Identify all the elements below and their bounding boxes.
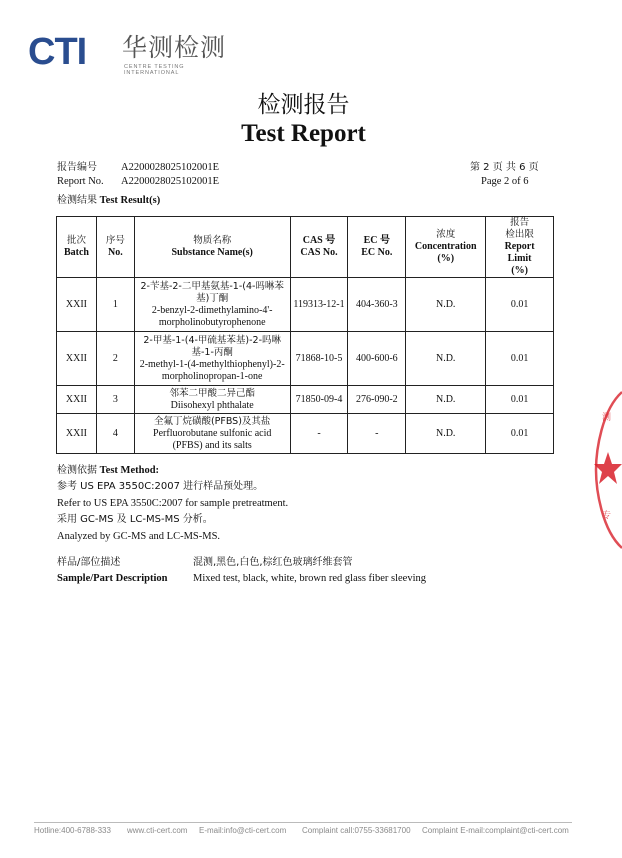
header-concentration: 浓度 Concentration (%) [406,217,486,278]
method-label-cn: 检测依据 [57,465,97,476]
cell-no: 4 [96,414,134,454]
footer-email: E-mail:info@cti-cert.com [199,826,287,835]
svg-text:专: 专 [602,511,612,521]
logo-cn-text: 华测检测 [122,33,227,62]
cell-limit: 0.01 [486,332,554,386]
table-row [57,332,554,386]
page-number-cn: 第 2 页 共 6 页 [470,162,539,173]
logo-mark: CTI [28,31,87,73]
cell-no: 2 [96,332,134,386]
cell-batch: XXII [57,414,97,454]
cell-concentration: N.D. [406,332,486,386]
result-label [57,194,160,208]
cell-cas: 119313-12-1 [290,278,348,332]
footer-hotline: Hotline:400-6788-333 [34,826,111,835]
report-no-value-en: A2200028025102001E [121,176,219,187]
footer-divider [34,822,572,823]
result-label-en: Test Result(s) [99,195,161,206]
table-row [57,386,554,414]
cell-ec: 276-090-2 [348,386,406,414]
cell-cas: - [290,414,348,454]
header-no: 序号 No. [96,217,134,278]
table-row [57,414,554,454]
svg-text:测: 测 [602,413,612,423]
cell-substance: 邻苯二甲酸二异己酯 Diisohexyl phthalate [134,386,290,414]
sample-value-cn: 混测,黑色,白色,棕红色玻璃纤维套管 [193,557,353,568]
cell-substance: 2-甲基-1-(4-甲硫基苯基)-2-吗啉基-1-丙酮 2-methyl-1-(4-methylthiophenyl)-2- morpholinopropan-1-one [134,332,290,386]
table-row [57,278,554,332]
sample-value-en: Mixed test, black, white, brown red glass fiber sleeving [193,573,426,584]
cell-concentration: N.D. [406,278,486,332]
cell-limit: 0.01 [486,414,554,454]
page-number-en: Page 2 of 6 [481,176,529,187]
cell-batch: XXII [57,386,97,414]
method-line-3: 采用 GC-MS 及 LC-MS-MS 分析。 [57,514,213,525]
cell-substance: 全氟丁烷磺酸(PFBS)及其盐 Perfluorobutane sulfonic acid (PFBS) and its salts [134,414,290,454]
report-no-value-cn: A2200028025102001E [121,162,219,173]
footer-website: www.cti-cert.com [127,826,188,835]
cell-limit: 0.01 [486,386,554,414]
logo-en-text: CENTRE TESTING INTERNATIONAL [124,64,185,76]
method-label-en: Test Method: [99,465,160,476]
report-no-label-en: Report No. [57,176,104,187]
footer-complaint-email: Complaint E-mail:complaint@cti-cert.com [422,826,569,835]
method-label [57,464,159,478]
method-line-2: Refer to US EPA 3550C:2007 for sample pretreatment. [57,498,289,509]
cell-no: 1 [96,278,134,332]
cell-concentration: N.D. [406,414,486,454]
sample-label-cn: 样品/部位描述 [57,557,121,568]
cell-batch: XXII [57,332,97,386]
page-title-en: Test Report [241,120,366,147]
results-table [56,216,554,454]
header-batch: 批次 Batch [57,217,97,278]
page-title-cn: 检测报告 [257,92,350,118]
footer-complaint-call: Complaint call:0755-33681700 [302,826,411,835]
company-logo [28,30,228,78]
cell-batch: XXII [57,278,97,332]
header-ec: EC 号 EC No. [348,217,406,278]
result-label-cn: 检测结果 [57,195,97,206]
sample-label-en: Sample/Part Description [57,573,168,584]
cell-cas: 71850-09-4 [290,386,348,414]
cell-ec: 404-360-3 [348,278,406,332]
method-line-1: 参考 US EPA 3550C:2007 进行样品预处理。 [57,481,264,492]
seal-stamp [592,390,622,550]
cell-ec: 400-600-6 [348,332,406,386]
report-no-label-cn: 报告编号 [57,162,97,173]
header-cas: CAS 号 CAS No. [290,217,348,278]
cell-no: 3 [96,386,134,414]
header-substance: 物质名称 Substance Name(s) [134,217,290,278]
cell-substance: 2-苄基-2-二甲基氨基-1-(4-吗啉苯基)丁酮 2-benzyl-2-dimethylamino-4'-morpholinobutyrophenone [134,278,290,332]
table-header-row [57,217,554,278]
header-report-limit: 报告 检出限 Report Limit (%) [486,217,554,278]
cell-cas: 71868-10-5 [290,332,348,386]
cell-ec: - [348,414,406,454]
method-line-4: Analyzed by GC-MS and LC-MS-MS. [57,531,221,542]
cell-concentration: N.D. [406,386,486,414]
cell-limit: 0.01 [486,278,554,332]
